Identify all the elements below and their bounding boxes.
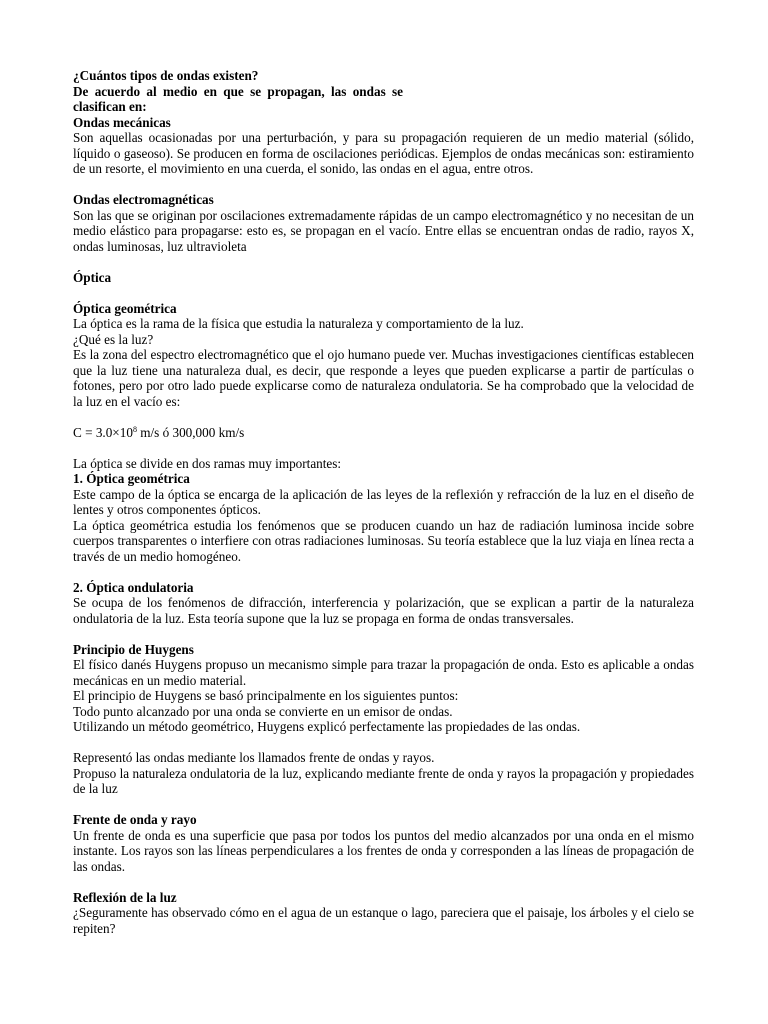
branches-intro: La óptica se divide en dos ramas muy importantes: bbox=[73, 455, 342, 471]
branch-wave-heading: 2. Óptica ondulatoria bbox=[73, 579, 194, 595]
intro-block bbox=[73, 68, 403, 115]
huygens-text-5: Representó las ondas mediante los llamados frente de ondas y rayos. bbox=[73, 750, 435, 765]
formula-exponent: 8 bbox=[132, 424, 137, 434]
intro-question: ¿Cuántos tipos de ondas existen? bbox=[73, 68, 259, 83]
spacer bbox=[73, 797, 694, 813]
huygens-text-2: El principio de Huygens se basó principalmente en los siguientes puntos: bbox=[73, 688, 459, 703]
document-page bbox=[73, 68, 694, 936]
spacer bbox=[73, 285, 694, 301]
wavefront-text: Un frente de onda es una superficie que pasa por todos los puntos del medio alcanzados por una onda en el mismo instante. Los rayos son las líneas perpendiculares a los frentes de onda y corresponden a las líneas de propagación de las ondas. bbox=[73, 827, 694, 874]
electromagnetic-waves-heading: Ondas electromagnéticas bbox=[73, 192, 214, 207]
branch-wave-text: Se ocupa de los fenómenos de difracción, interferencia y polarización, que se explican a partir de la naturaleza ondulatoria de la luz. Esta teoría supone que la luz se propaga en forma de ondas transversales. bbox=[73, 595, 694, 626]
huygens-text-6: Propuso la naturaleza ondulatoria de la luz, explicando mediante frente de onda y rayos la propagación y propiedades de la luz bbox=[73, 765, 694, 796]
mechanical-waves-heading: Ondas mecánicas bbox=[73, 114, 171, 130]
branch-geometric-heading: 1. Óptica geométrica bbox=[73, 471, 190, 486]
huygens-heading: Principio de Huygens bbox=[73, 641, 194, 657]
spacer bbox=[73, 409, 694, 425]
branch-geometric-text-1: Este campo de la óptica se encarga de la aplicación de las leyes de la reflexión y refracción de la luz en el diseño de lentes y otros componentes ópticos. bbox=[73, 486, 694, 517]
electromagnetic-waves-text: Son las que se originan por oscilaciones extremadamente rápidas de un campo electromagnético y no necesitan de un medio elástico para propagarse: esto es, se propagan en el vacío. Entre ellas se encuentran ondas de radio, rayos X, ondas luminosas, luz ultravioleta bbox=[73, 207, 694, 254]
optics-definition: La óptica es la rama de la física que estudia la naturaleza y comportamiento de la luz. bbox=[73, 316, 524, 331]
light-description: Es la zona del espectro electromagnético que el ojo humano puede ver. Muchas investigaciones científicas establecen que la luz tiene una naturaleza dual, es decir, que responde a leyes que pueden explicarse a partir de partículas o fotones, pero por otro lado puede explicarse como de naturaleza ondulatoria. Se ha comprobado que la velocidad de la luz en el vacío es: bbox=[73, 347, 694, 409]
mechanical-waves-text: Son aquellas ocasionadas por una perturbación, y para su propagación requieren de un medio material (sólido, líquido o gaseoso). Se producen en forma de oscilaciones periódicas. Ejemplos de ondas mecánicas son: estiramiento de un resorte, el movimiento en una cuerda, el sonido, las ondas en el agua, entre otros. bbox=[73, 130, 694, 176]
spacer bbox=[73, 626, 694, 642]
wavefront-heading: Frente de onda y rayo bbox=[73, 812, 197, 827]
huygens-text-4: Utilizando un método geométrico, Huygens explicó perfectamente las propiedades de las ondas. bbox=[73, 719, 581, 734]
spacer bbox=[73, 440, 694, 456]
geometric-optics-heading: Óptica geométrica bbox=[73, 300, 177, 316]
what-is-light-question: ¿Qué es la luz? bbox=[73, 331, 154, 347]
optics-heading: Óptica bbox=[73, 269, 112, 285]
spacer bbox=[73, 177, 694, 193]
spacer bbox=[73, 874, 694, 890]
spacer bbox=[73, 564, 694, 580]
spacer bbox=[73, 735, 694, 751]
formula-suffix: m/s ó 300,000 km/s bbox=[136, 424, 245, 440]
reflection-heading: Reflexión de la luz bbox=[73, 889, 177, 905]
speed-of-light-formula bbox=[73, 425, 694, 441]
formula-prefix: C = 3.0×10 bbox=[73, 424, 133, 440]
intro-classification: De acuerdo al medio en que se propagan, las ondas se clasifican en: bbox=[73, 83, 403, 114]
spacer bbox=[73, 254, 694, 270]
reflection-text: ¿Seguramente has observado cómo en el agua de un estanque o lago, pareciera que el paisaje, los árboles y el cielo se repiten? bbox=[73, 905, 694, 936]
huygens-text-3: Todo punto alcanzado por una onda se convierte en un emisor de ondas. bbox=[73, 703, 453, 719]
branch-geometric-text-2: La óptica geométrica estudia los fenómenos que se producen cuando un haz de radiación luminosa incide sobre cuerpos transparentes o interfiere con otras radiaciones luminosas. Su teoría establece que la luz viaja en línea recta a través de un medio homogéneo. bbox=[73, 517, 694, 564]
huygens-text-1: El físico danés Huygens propuso un mecanismo simple para trazar la propagación de onda. Esto es aplicable a ondas mecánicas en un medio material. bbox=[73, 657, 694, 688]
